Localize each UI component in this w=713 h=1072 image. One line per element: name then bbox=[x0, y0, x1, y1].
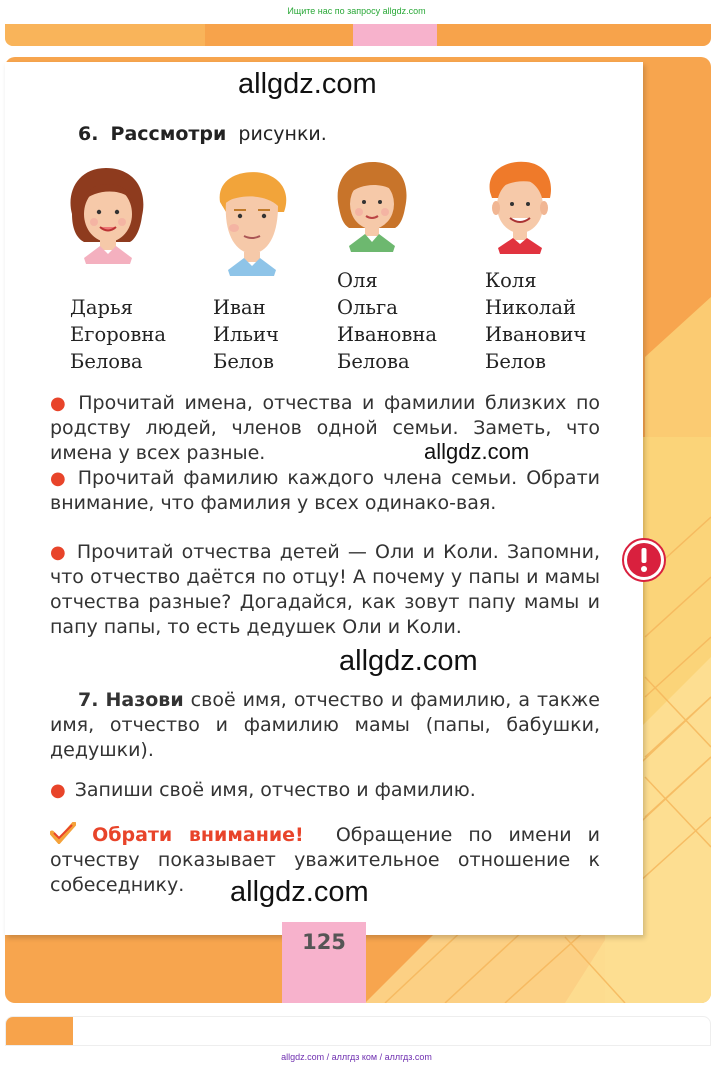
watermark: allgdz.com bbox=[238, 68, 377, 100]
page-number: 125 bbox=[302, 930, 346, 954]
name-line: Коля bbox=[485, 269, 537, 292]
boy-portrait-icon bbox=[482, 158, 556, 254]
watermark: allgdz.com bbox=[230, 876, 369, 908]
task-7-paragraph bbox=[50, 688, 600, 763]
top-decor-strip bbox=[5, 24, 711, 46]
father-portrait-icon bbox=[206, 166, 294, 276]
name-line: Николай bbox=[485, 296, 576, 319]
name-line: Иванович bbox=[485, 323, 587, 346]
name-line: Белова bbox=[70, 350, 143, 373]
bullet-dot-icon: ● bbox=[50, 393, 70, 414]
watermark: allgdz.com bbox=[339, 645, 478, 677]
name-column-boy bbox=[485, 267, 586, 375]
task-6-verb: Рассмотри bbox=[110, 123, 227, 145]
name-line: Ильич bbox=[213, 323, 279, 346]
name-line: Ольга bbox=[337, 296, 398, 319]
checkmark-icon bbox=[50, 822, 76, 844]
header-note: Ищите нас по запросу allgdz.com bbox=[287, 6, 426, 16]
task-6-heading bbox=[78, 123, 327, 145]
footer-links[interactable]: allgdz.com / аллгдз ком / аллгдз.com bbox=[281, 1052, 432, 1062]
name-line: Белов bbox=[213, 350, 274, 373]
attention-label: Обрати внимание! bbox=[92, 824, 304, 846]
bottom-decor-strip bbox=[5, 1016, 711, 1046]
name-line: Иван bbox=[213, 296, 266, 319]
watermark: allgdz.com bbox=[424, 439, 530, 464]
attention-text: Обращение по имени и отчеству показывает уважительное отношение к собеседнику. bbox=[50, 824, 601, 896]
bullet-dot-icon: ● bbox=[50, 780, 66, 801]
task-6-text: рисунки. bbox=[238, 123, 327, 145]
bullet-dot-icon: ● bbox=[50, 542, 68, 563]
task-7-text: своё имя, отчество и фамилию, а также имя, отчество и фамилию мамы (папы, бабушки, дедушки). bbox=[50, 689, 600, 761]
bullet-paragraph-3: ● Прочитай отчества детей — Оли и Коли. Запомни, что отчество даётся по отцу! А почему у папы и мамы отчества разные? Догадайся, как зовут папу мамы и папу папы, то есть дедушек Оли и Коли. bbox=[50, 541, 600, 638]
name-column-father bbox=[213, 294, 279, 375]
girl-portrait-icon bbox=[333, 158, 411, 252]
name-column-mother bbox=[70, 294, 166, 375]
name-line: Оля bbox=[337, 269, 378, 292]
name-column-girl bbox=[337, 267, 437, 375]
bullet-dot-icon: ● bbox=[50, 468, 69, 489]
name-line: Белова bbox=[337, 350, 410, 373]
mother-portrait-icon bbox=[64, 162, 150, 266]
bullet-paragraph-1: ● Прочитай имена, отчества и фамилии близких по родству людей, членов одной семьи. Заметь, что имена у всех разные. bbox=[50, 392, 600, 464]
bullet-paragraph-2: ● Прочитай фамилию каждого члена семьи. Обрати внимание, что фамилия у всех одинако-вая. bbox=[50, 467, 600, 514]
exclamation-alert-icon bbox=[621, 537, 667, 583]
task-7-bullet: ● Запиши своё имя, отчество и фамилию. bbox=[50, 779, 476, 801]
task-6-number: 6. bbox=[78, 123, 99, 145]
name-line: Белов bbox=[485, 350, 546, 373]
name-line: Дарья bbox=[70, 296, 133, 319]
task-7-number: 7. bbox=[78, 689, 99, 711]
name-line: Ивановна bbox=[337, 323, 437, 346]
task-7-verb: Назови bbox=[105, 689, 184, 711]
name-line: Егоровна bbox=[70, 323, 167, 346]
